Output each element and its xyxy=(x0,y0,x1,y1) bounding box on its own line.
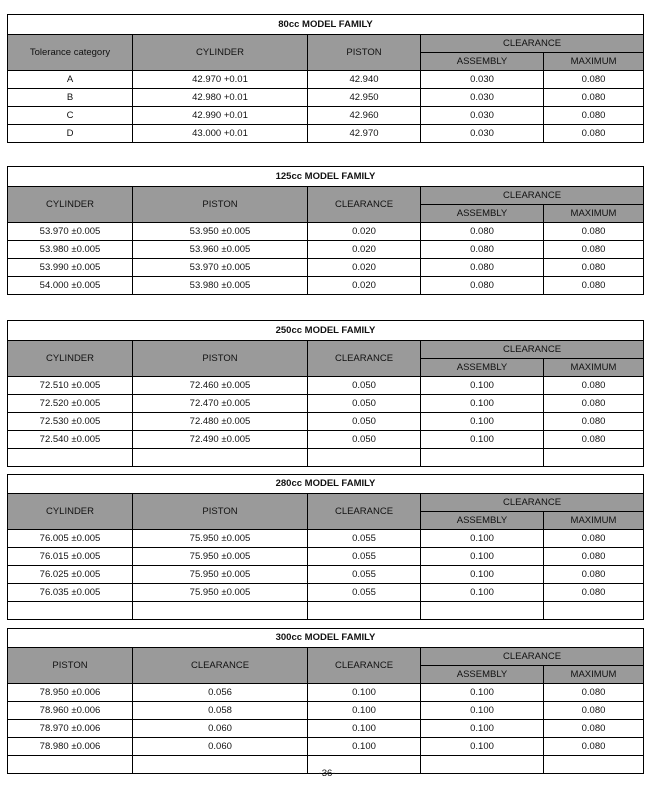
cell-category: D xyxy=(8,125,133,143)
table-row xyxy=(8,413,644,431)
cell-maximum: 0.080 xyxy=(544,71,644,89)
cell-piston: 78.950 ±0.006 xyxy=(8,684,133,702)
cell-cylinder: 72.520 ±0.005 xyxy=(8,395,133,413)
cell-maximum: 0.080 xyxy=(544,566,644,584)
cell-clearance: 0.050 xyxy=(308,395,421,413)
cell-assembly: 0.100 xyxy=(421,566,544,584)
empty-row xyxy=(8,449,644,467)
cell-piston: 75.950 ±0.005 xyxy=(133,530,308,548)
table-title: 280cc MODEL FAMILY xyxy=(8,475,644,494)
col-header-cylinder: CYLINDER xyxy=(8,341,133,377)
cell-assembly: 0.100 xyxy=(421,530,544,548)
col-header-assembly: ASSEMBLY xyxy=(421,666,544,684)
cell-piston: 78.970 ±0.006 xyxy=(8,720,133,738)
table-title: 125cc MODEL FAMILY xyxy=(8,167,644,187)
cell-assembly: 0.100 xyxy=(421,548,544,566)
cell-assembly: 0.100 xyxy=(421,584,544,602)
cell-piston: 72.460 ±0.005 xyxy=(133,377,308,395)
cell-assembly: 0.100 xyxy=(421,738,544,756)
cell-clearance: 0.050 xyxy=(308,431,421,449)
cell-piston: 72.470 ±0.005 xyxy=(133,395,308,413)
table-row xyxy=(8,377,644,395)
table-row xyxy=(8,738,644,756)
cell-cylinder: 53.990 ±0.005 xyxy=(8,259,133,277)
cell-assembly: 0.080 xyxy=(421,277,544,295)
cell-maximum: 0.080 xyxy=(544,684,644,702)
cell-clearance: 0.020 xyxy=(308,223,421,241)
cell-clearance-2: 0.100 xyxy=(308,738,421,756)
table-125cc xyxy=(7,166,644,295)
table-row xyxy=(8,684,644,702)
cell-clearance: 0.050 xyxy=(308,377,421,395)
table-row xyxy=(8,277,644,295)
cell-assembly: 0.100 xyxy=(421,395,544,413)
col-header-cylinder: CYLINDER xyxy=(133,35,308,71)
col-header-maximum: MAXIMUM xyxy=(544,359,644,377)
cell-maximum: 0.080 xyxy=(544,377,644,395)
table-row xyxy=(8,89,644,107)
cell-clearance: 0.020 xyxy=(308,277,421,295)
cell-maximum: 0.080 xyxy=(544,223,644,241)
table-280cc xyxy=(7,474,644,620)
cell-cylinder: 53.970 ±0.005 xyxy=(8,223,133,241)
cell-maximum: 0.080 xyxy=(544,89,644,107)
cell-assembly: 0.080 xyxy=(421,241,544,259)
cell-maximum: 0.080 xyxy=(544,702,644,720)
col-header-piston: PISTON xyxy=(133,494,308,530)
cell-assembly: 0.100 xyxy=(421,413,544,431)
empty-row xyxy=(8,602,644,620)
table-row xyxy=(8,584,644,602)
col-header-clearance: CLEARANCE xyxy=(421,187,644,205)
cell-piston: 72.480 ±0.005 xyxy=(133,413,308,431)
cell-clearance: 0.050 xyxy=(308,413,421,431)
cell-clearance: 0.020 xyxy=(308,241,421,259)
cell-clearance-2: 0.100 xyxy=(308,720,421,738)
col-header-piston: PISTON xyxy=(133,341,308,377)
table-row xyxy=(8,71,644,89)
col-header-clearance: CLEARANCE xyxy=(421,341,644,359)
cell-assembly: 0.100 xyxy=(421,720,544,738)
cell-assembly: 0.100 xyxy=(421,702,544,720)
cell-assembly: 0.080 xyxy=(421,223,544,241)
table-row xyxy=(8,107,644,125)
cell-assembly: 0.030 xyxy=(421,125,544,143)
table-title: 80cc MODEL FAMILY xyxy=(8,15,644,35)
cell-piston: 75.950 ±0.005 xyxy=(133,548,308,566)
cell-maximum: 0.080 xyxy=(544,413,644,431)
col-header-clearance-single: CLEARANCE xyxy=(308,187,421,223)
cell-assembly: 0.030 xyxy=(421,71,544,89)
cell-piston: 42.970 xyxy=(308,125,421,143)
table-row xyxy=(8,566,644,584)
table-row xyxy=(8,720,644,738)
cell-cylinder: 72.530 ±0.005 xyxy=(8,413,133,431)
col-header-cylinder: CYLINDER xyxy=(8,187,133,223)
cell-assembly: 0.030 xyxy=(421,89,544,107)
cell-cylinder: 72.510 ±0.005 xyxy=(8,377,133,395)
cell-piston: 53.980 ±0.005 xyxy=(133,277,308,295)
cell-clearance: 0.055 xyxy=(308,548,421,566)
table-row xyxy=(8,125,644,143)
cell-clearance: 0.055 xyxy=(308,566,421,584)
cell-clearance-1: 0.056 xyxy=(133,684,308,702)
table-row xyxy=(8,223,644,241)
col-header-clearance-1: CLEARANCE xyxy=(133,648,308,684)
cell-cylinder: 76.005 ±0.005 xyxy=(8,530,133,548)
cell-piston: 53.960 ±0.005 xyxy=(133,241,308,259)
cell-cylinder: 42.980 +0.01 xyxy=(133,89,308,107)
col-header-assembly: ASSEMBLY xyxy=(421,53,544,71)
cell-category: B xyxy=(8,89,133,107)
table-row xyxy=(8,702,644,720)
table-title: 300cc MODEL FAMILY xyxy=(8,629,644,648)
cell-clearance: 0.055 xyxy=(308,530,421,548)
col-header-clearance-single: CLEARANCE xyxy=(308,341,421,377)
cell-assembly: 0.100 xyxy=(421,684,544,702)
table-row xyxy=(8,395,644,413)
cell-clearance-2: 0.100 xyxy=(308,684,421,702)
cell-maximum: 0.080 xyxy=(544,530,644,548)
cell-maximum: 0.080 xyxy=(544,548,644,566)
cell-piston: 42.960 xyxy=(308,107,421,125)
table-row xyxy=(8,259,644,277)
cell-cylinder: 76.025 ±0.005 xyxy=(8,566,133,584)
col-header-piston: PISTON xyxy=(133,187,308,223)
cell-assembly: 0.080 xyxy=(421,259,544,277)
cell-assembly: 0.100 xyxy=(421,377,544,395)
col-header-clearance-2: CLEARANCE xyxy=(308,648,421,684)
table-300cc xyxy=(7,628,644,774)
table-row xyxy=(8,530,644,548)
cell-clearance-2: 0.100 xyxy=(308,702,421,720)
cell-piston: 53.970 ±0.005 xyxy=(133,259,308,277)
cell-cylinder: 76.035 ±0.005 xyxy=(8,584,133,602)
cell-piston: 42.940 xyxy=(308,71,421,89)
col-header-piston: PISTON xyxy=(308,35,421,71)
cell-piston: 78.980 ±0.006 xyxy=(8,738,133,756)
table-row xyxy=(8,548,644,566)
col-header-clearance: CLEARANCE xyxy=(421,648,644,666)
col-header-piston: PISTON xyxy=(8,648,133,684)
col-header-assembly: ASSEMBLY xyxy=(421,512,544,530)
cell-piston: 72.490 ±0.005 xyxy=(133,431,308,449)
col-header-clearance-single: CLEARANCE xyxy=(308,494,421,530)
cell-cylinder: 76.015 ±0.005 xyxy=(8,548,133,566)
cell-maximum: 0.080 xyxy=(544,241,644,259)
col-header-maximum: MAXIMUM xyxy=(544,205,644,223)
cell-clearance-1: 0.060 xyxy=(133,738,308,756)
col-header-clearance: CLEARANCE xyxy=(421,494,644,512)
cell-maximum: 0.080 xyxy=(544,125,644,143)
cell-maximum: 0.080 xyxy=(544,738,644,756)
col-header-clearance: CLEARANCE xyxy=(421,35,644,53)
cell-cylinder: 53.980 ±0.005 xyxy=(8,241,133,259)
cell-maximum: 0.080 xyxy=(544,431,644,449)
table-title: 250cc MODEL FAMILY xyxy=(8,321,644,341)
cell-assembly: 0.030 xyxy=(421,107,544,125)
cell-clearance: 0.020 xyxy=(308,259,421,277)
table-row xyxy=(8,241,644,259)
cell-cylinder: 72.540 ±0.005 xyxy=(8,431,133,449)
col-header-assembly: ASSEMBLY xyxy=(421,205,544,223)
cell-maximum: 0.080 xyxy=(544,584,644,602)
cell-cylinder: 43.000 +0.01 xyxy=(133,125,308,143)
col-header-assembly: ASSEMBLY xyxy=(421,359,544,377)
cell-piston: 53.950 ±0.005 xyxy=(133,223,308,241)
cell-cylinder: 54.000 ±0.005 xyxy=(8,277,133,295)
cell-maximum: 0.080 xyxy=(544,107,644,125)
cell-cylinder: 42.970 +0.01 xyxy=(133,71,308,89)
table-250cc xyxy=(7,320,644,467)
col-header-maximum: MAXIMUM xyxy=(544,53,644,71)
cell-maximum: 0.080 xyxy=(544,720,644,738)
cell-cylinder: 42.990 +0.01 xyxy=(133,107,308,125)
cell-clearance-1: 0.058 xyxy=(133,702,308,720)
col-header-maximum: MAXIMUM xyxy=(544,512,644,530)
cell-category: C xyxy=(8,107,133,125)
cell-piston: 75.950 ±0.005 xyxy=(133,566,308,584)
cell-category: A xyxy=(8,71,133,89)
cell-maximum: 0.080 xyxy=(544,277,644,295)
col-header-cylinder: CYLINDER xyxy=(8,494,133,530)
cell-piston: 75.950 ±0.005 xyxy=(133,584,308,602)
table-row xyxy=(8,431,644,449)
cell-maximum: 0.080 xyxy=(544,395,644,413)
table-80cc xyxy=(7,14,644,143)
cell-piston: 78.960 ±0.006 xyxy=(8,702,133,720)
cell-piston: 42.950 xyxy=(308,89,421,107)
cell-assembly: 0.100 xyxy=(421,431,544,449)
cell-clearance-1: 0.060 xyxy=(133,720,308,738)
page-number: -36- xyxy=(318,768,336,779)
col-header-maximum: MAXIMUM xyxy=(544,666,644,684)
col-header-tolerance-category: Tolerance category xyxy=(8,35,133,71)
cell-maximum: 0.080 xyxy=(544,259,644,277)
cell-clearance: 0.055 xyxy=(308,584,421,602)
